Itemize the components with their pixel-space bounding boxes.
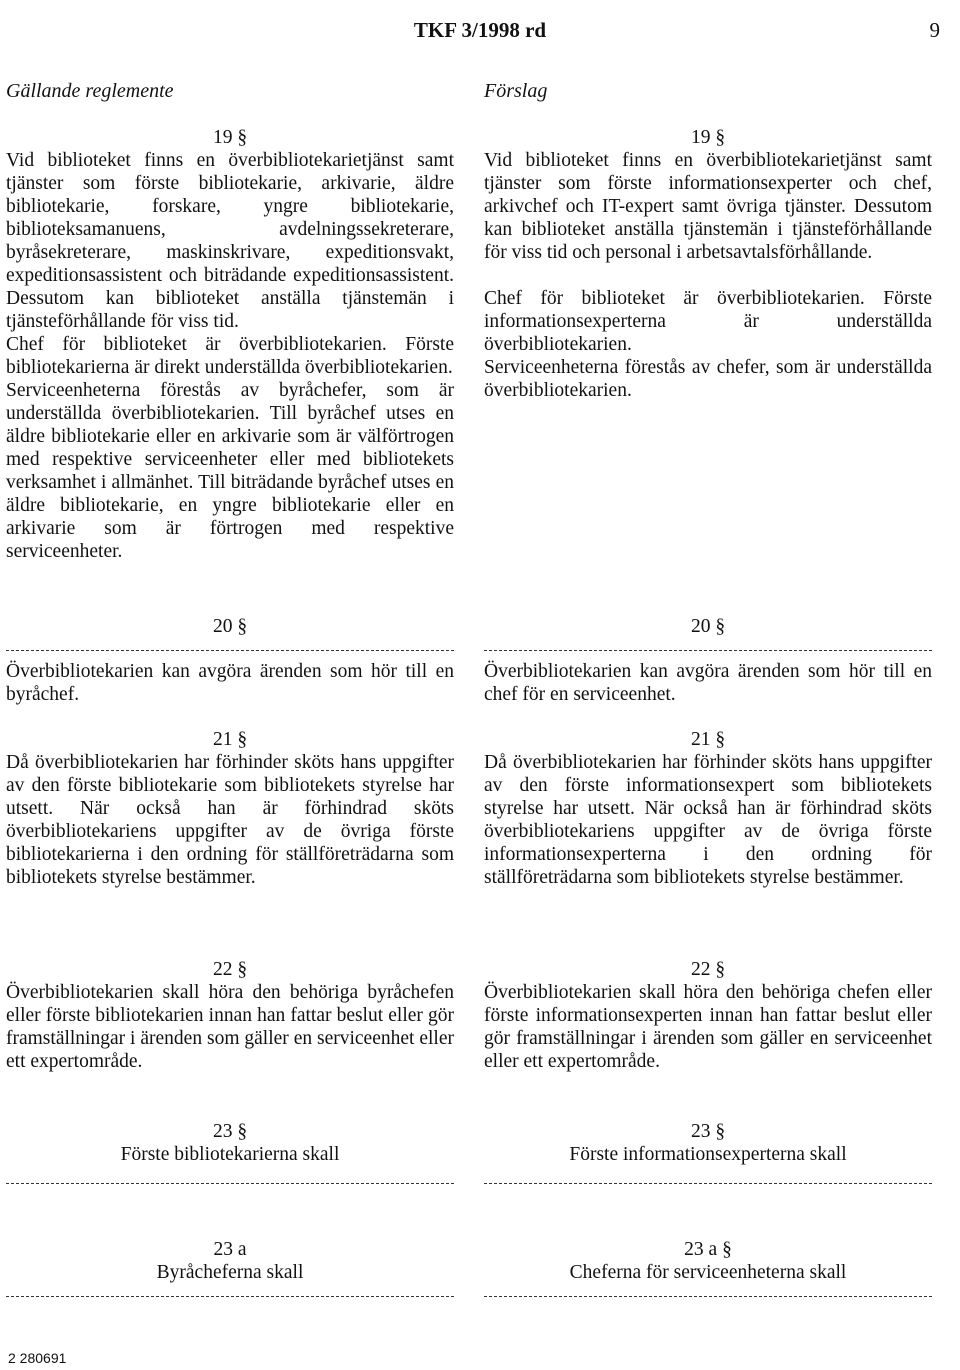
section-22 [6,958,454,1073]
print-code: 2 280691 [8,1350,67,1366]
section-text: Vid biblioteket finns en överbibliotekarietjänst samt tjänster som förste informationsexperter och chef, arkivchef och IT-expert samt övriga tjänster. Dessutom kan biblioteket anställa tjänstemän i tjänsteförhållande för viss tid och personal i arbetsavtalsförhållande. [484,150,932,263]
section-number: 23 a § [684,1239,732,1260]
section-number: 21 § [212,729,248,750]
section-text: Överbibliotekarien skall höra den behöriga chefen eller förste informationsexperten innan han fattar beslut eller gör framställningar i ärenden som gäller en serviceenhet eller ett expertområde. [484,982,932,1072]
section-text: Förste bibliotekarierna skall [120,1144,340,1165]
section-20 [484,660,932,706]
section-number: 21 § [690,729,726,750]
column-heading: Förslag [484,80,548,102]
section-number: 19 § [690,127,726,148]
section-21 [6,728,454,889]
omission-divider [484,650,932,651]
section-20-number-wrap [6,615,454,638]
section-text: Överbibliotekarien skall höra den behöriga byråchefen eller förste bibliotekarien innan han fattar beslut eller gör framställningar i ärenden som gäller en serviceenhet eller ett expertområde. [6,982,454,1072]
section-number: 20 § [690,616,726,637]
section-text: Cheferna för serviceenheterna skall [569,1262,847,1283]
section-text-3: Serviceenheterna förestås av chefer, som är underställda överbibliotekarien. [484,357,932,401]
column-heading: Gällande reglemente [6,80,174,102]
section-number: 23 § [212,1121,248,1142]
section-number: 23 § [690,1121,726,1142]
section-20-number-wrap [484,615,932,638]
section-21 [484,728,932,889]
page-header-title: TKF 3/1998 rd [413,18,547,42]
section-text-2: Chef för biblioteket är överbibliotekarien. Förste informationsexperterna är underställda överbibliotekarien. [484,288,932,355]
section-text: Överbibliotekarien kan avgöra ärenden som hör till en chef för en serviceenhet. [484,661,932,705]
section-number: 22 § [212,959,248,980]
section-23a [484,1238,932,1284]
section-22 [484,958,932,1073]
omission-divider [484,1296,932,1297]
section-20 [6,660,454,706]
omission-divider [6,1183,454,1184]
section-text: Vid biblioteket finns en överbibliotekarietjänst samt tjänster som förste bibliotekarie, arkivarie, äldre bibliotekarie, forskare, yngre bibliotekarie, biblioteksamanuens, avdelningssekreterare, byråsekreterare, maskinskrivare, expeditionsvakt, expeditionsassistent och biträdande expeditionsassistent. Dessutom kan biblioteket anställa tjänstemän i tjänsteförhållande för viss tid. [6,150,454,332]
section-number: 20 § [212,616,248,637]
omission-divider [484,1183,932,1184]
section-text-3: Serviceenheterna förestås av byråchefer, som är underställda överbibliotekarien. Till byråchef utses en äldre bibliotekarie eller en arkivarie som är välförtrogen med respektive serviceenheter eller med bibliotekets verksamhet i allmänhet. Till biträdande byråchef utses en äldre bibliotekarie, en yngre bibliotekarie eller en arkivarie som är förtrogen med respektive serviceenheter. [6,380,454,562]
section-23a [6,1238,454,1284]
section-text: Byråcheferna skall [156,1262,304,1283]
section-19 [484,126,932,402]
section-text: Då överbibliotekarien har förhinder sköts hans uppgifter av den förste bibliotekarie som bibliotekets styrelse har utsett. När också han är förhindrad sköts överbibliotekariens uppgifter av de övriga förste bibliotekarierna i den ordning för ställföreträdarna som bibliotekets styrelse bestämmer. [6,752,454,888]
section-19 [6,126,454,563]
section-text: Då överbibliotekarien har förhinder sköts hans uppgifter av den förste informationsexpert som bibliotekets styrelse har utsett. När också han är förhindrad sköts överbibliotekariens uppgifter av de övriga förste informationsexperterna i den ordning för ställföreträdarna som bibliotekets styrelse bestämmer. [484,752,932,888]
omission-divider [6,650,454,651]
section-number: 19 § [212,127,248,148]
section-text: Överbibliotekarien kan avgöra ärenden som hör till en byråchef. [6,661,454,705]
section-text-2: Chef för biblioteket är överbibliotekarien. Förste bibliotekarierna är direkt underställda överbibliotekarien. [6,334,454,378]
omission-divider [6,1296,454,1297]
section-23 [484,1120,932,1166]
page-number: 9 [929,18,940,42]
section-text: Förste informationsexperterna skall [569,1144,847,1165]
section-number: 22 § [690,959,726,980]
section-23 [6,1120,454,1166]
section-number: 23 a [213,1239,247,1260]
